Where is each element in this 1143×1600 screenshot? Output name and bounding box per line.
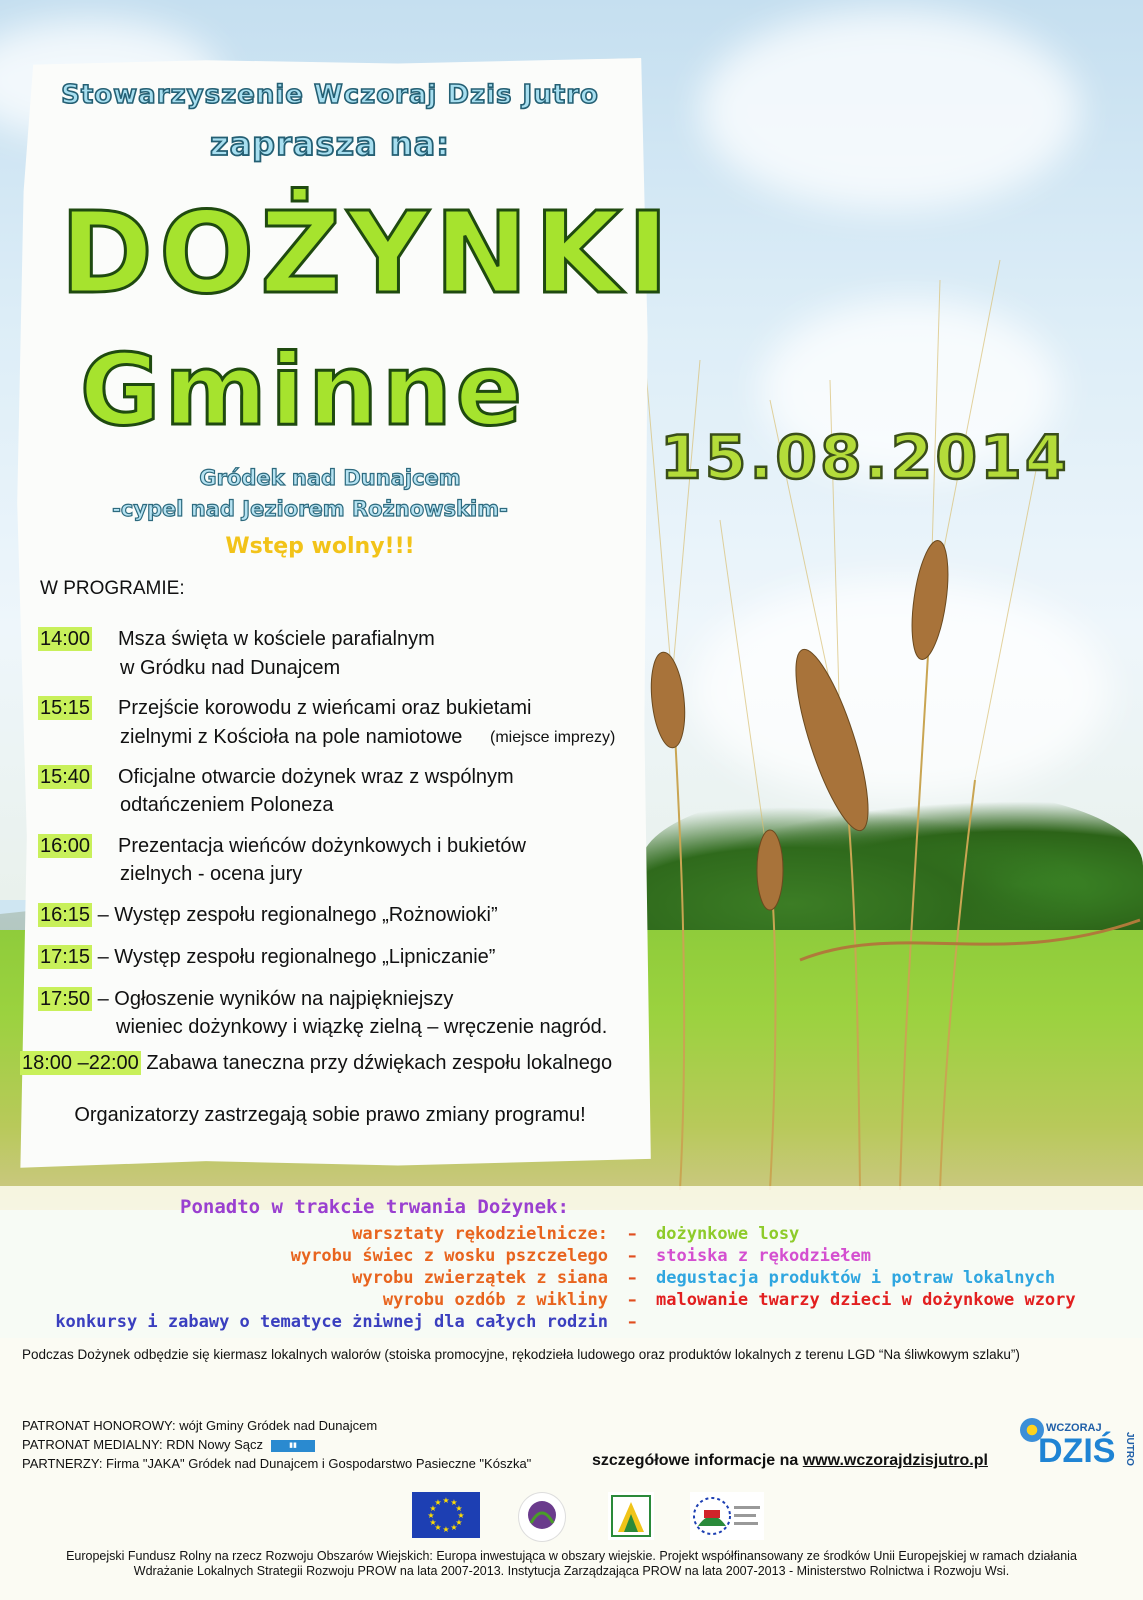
program-time: 15:15 [40,697,91,719]
program-text: – Ogłoszenie wyników na najpiękniejszy [97,988,454,1010]
website-link[interactable]: www.wczorajdzisjutro.pl [802,1452,988,1469]
extras-dash: – [628,1224,637,1244]
prow-logo [690,1492,764,1540]
program-time: 17:15 [40,946,91,968]
details-label: szczegółowe informacje na [592,1452,799,1469]
program-text: Zabawa taneczna przy dźwiękach zespołu lokalnego [146,1052,613,1074]
program-time: 15:40 [40,766,91,788]
program-text: – Występ zespołu regionalnego „Lipniczanie” [97,946,496,968]
program-item [38,946,495,969]
event-title-line2: Gminne [80,334,527,448]
event-date: 15.08.2014 [660,423,1070,493]
extras-dash: – [628,1290,637,1310]
program-time: 16:00 [40,835,91,857]
program-item [38,628,435,679]
extras-right-item: stoiska z rękodziełem [656,1246,871,1266]
patron-honorary: PATRONAT HONOROWY: wójt Gminy Gródek nad Dunajcem [22,1418,378,1433]
program-text: Oficjalne otwarcie dożynek wraz z wspólnym [118,766,514,788]
extras-left-item: konkursy i zabawy o tematyce żniwnej dla całych rodzin [55,1312,608,1332]
funding-line1: Europejski Fundusz Rolny na rzecz Rozwoju Obszarów Wiejskich: Europa inwestująca w obszary wiejskie. Projekt współfinansowany ze środków Unii Europejskiej w ramach działania [66,1549,1077,1563]
logo-text-top: WCZORAJ [1046,1422,1102,1434]
patron-media: PATRONAT MEDIALNY: RDN Nowy Sącz [22,1437,264,1452]
extras-heading: Ponadto w trakcie trwania Dożynek: [180,1196,569,1218]
logo-text-side: JUTRO [1124,1432,1135,1466]
fair-info: Podczas Dożynek odbędzie się kiermasz lokalnych walorów (stoiska promocyjne, rękodzieła ludowego oraz produktów lokalnych z terenu LGD “Na śliwkowym szlaku”) [22,1347,1020,1362]
eu-flag-icon [412,1492,480,1538]
program-text: zielnymi z Kościoła na pole namiotowe [120,726,463,748]
entry-info: Wstęp wolny!!! [225,534,415,559]
association-logo [1020,1418,1138,1478]
program-text: Prezentacja wieńców dożynkowych i bukietów [118,835,526,857]
program-item [20,1052,612,1075]
extras-right-item: degustacja produktów i potraw lokalnych [656,1268,1056,1288]
partners: PARTNERZY: Firma "JAKA" Gródek nad Dunajcem i Gospodarstwo Pasieczne "Kószka" [22,1456,532,1471]
svg-text:★: ★ [442,1525,450,1534]
svg-text:★: ★ [442,1496,450,1505]
location-line1: Gródek nad Dunajcem [199,466,461,490]
svg-text:★: ★ [457,1511,465,1520]
program-text: – Występ zespołu regionalnego „Rożnowioki” [97,904,498,926]
program-item [38,988,608,1038]
extras-left-item: wyrobu świec z wosku pszczelego [290,1246,608,1266]
program-disclaimer: Organizatorzy zastrzegają sobie prawo zmiany programu! [74,1104,586,1126]
program-text: w Gródku nad Dunajcem [120,657,341,679]
program-time: 16:15 [40,904,91,926]
program-text: wieniec dożynkowy i wiązkę zielną – wręczenie nagród. [116,1016,608,1038]
program-text: odtańczeniem Poloneza [120,794,334,816]
program-note: (miejsce imprezy) [490,729,616,746]
program-time: 17:50 [40,988,91,1010]
rdn-logo: ▮▮ [271,1440,315,1452]
svg-text:★: ★ [455,1518,463,1527]
program-heading: W PROGRAMIE: [40,578,185,599]
svg-text:★: ★ [434,1498,442,1507]
extras-dash: – [628,1246,637,1266]
program-item [38,697,616,748]
program-time: 14:00 [40,628,91,650]
patron-media-line [22,1437,315,1452]
extras-right-item: dożynkowe losy [656,1224,800,1244]
program-text: Przejście korowodu z wieńcami oraz bukietami [118,697,532,719]
svg-text:★: ★ [450,1523,458,1532]
svg-text:★: ★ [455,1504,463,1513]
program-item [38,904,498,927]
svg-text:★: ★ [429,1504,437,1513]
program-text: zielnych - ocena jury [120,863,303,885]
program-item [38,766,514,816]
extras-left-item: wyrobu zwierzątek z siana [352,1268,608,1288]
program-time: 18:00 –22:00 [22,1052,139,1074]
extras-right-item: malowanie twarzy dzieci w dożynkowe wzory [656,1290,1076,1310]
extras-dash: – [628,1312,637,1332]
extras-left-item: wyrobu ozdób z wikliny [382,1290,608,1310]
extras-dash: – [628,1268,637,1288]
funding-line2: Wdrażanie Lokalnych Strategii Rozwoju PROW na lata 2007-2013. Instytucja Zarządzająca PROW na lata 2007-2013 - Ministerstwo Rolnictwa i Rozwoju Wsi. [133,1564,1010,1578]
program-text: Msza święta w kościele parafialnym [118,628,435,650]
extras-left-item: warsztaty rękodzielnicze: [352,1224,608,1244]
funding-info [0,1549,1143,1579]
logo-text-main: DZIŚ [1038,1432,1116,1470]
invite-text: zaprasza na: [209,125,451,163]
lgd-plum-trail-logo [518,1492,566,1542]
svg-text:★: ★ [450,1498,458,1507]
leader-logo [608,1492,654,1540]
association-name: Stowarzyszenie Wczoraj Dzis Jutro [61,80,599,110]
details-line [592,1452,988,1470]
location-line2: -cypel nad Jeziorem Rożnowskim- [112,497,508,521]
program-item [38,835,526,885]
svg-text:★: ★ [429,1518,437,1527]
svg-text:★: ★ [434,1523,442,1532]
svg-text:★: ★ [427,1511,435,1520]
event-title-line1: DOŻYNKI [60,189,675,319]
